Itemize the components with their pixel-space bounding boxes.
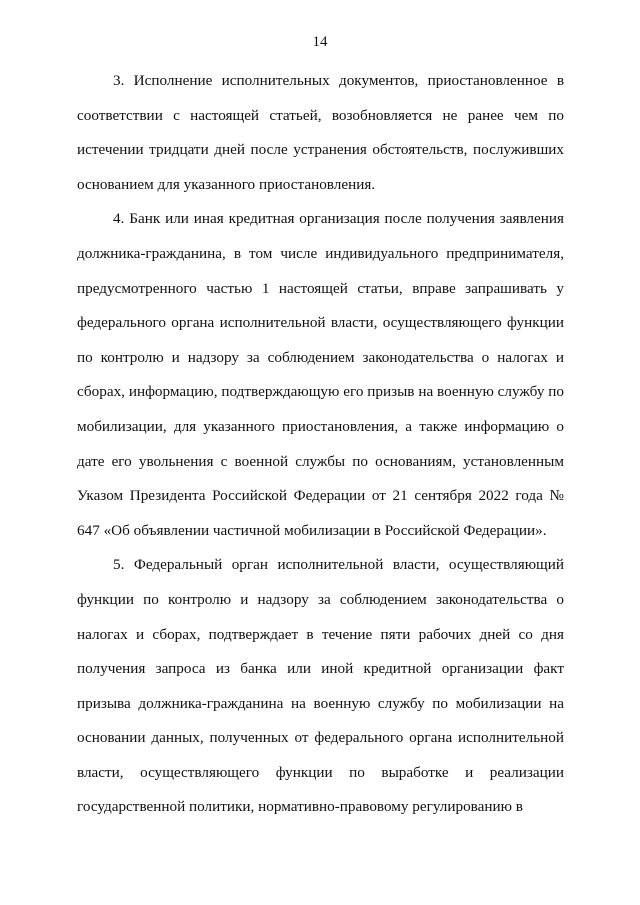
document-body (77, 64, 564, 825)
paragraph-3: 3. Исполнение исполнительных документов, приостановленное в соответствии с настоящей статьей, возобновляется не ранее чем по истечении тридцати дней после устранения обстоятельств, послуживших основанием для указанного приостановления. (77, 72, 564, 193)
paragraph-5: 5. Федеральный орган исполнительной власти, осуществляющий функции по контролю и надзору за соблюдением законодательства о налогах и сборах, подтверждает в течение пяти рабочих дней со дня получения запроса из банка или иной кредитной организации факт призыва должника-гражданина на военную службу по мобилизации на основании данных, полученных от федерального органа исполнительной власти, осуществляющего функции по выработке и реализации государственной политики, нормативно-правовому регулированию в (77, 556, 564, 816)
page-number: 14 (312, 34, 328, 50)
paragraph-4: 4. Банк или иная кредитная организация после получения заявления должника-гражданина, в том числе индивидуального предпринимателя, предусмотренного частью 1 настоящей статьи, вправе запрашивать у федерального органа исполнительной власти, осуществляющего функции по контролю и надзору за соблюдением законодательства о налогах и сборах, информацию, подтверждающую его призыв на военную службу по мобилизации, для указанного приостановления, а также информацию о дате его увольнения с военной службы по основаниям, установленным Указом Президента Российской Федерации от 21 сентября 2022 года № 647 «Об объявлении частичной мобилизации в Российской Федерации». (77, 210, 564, 539)
